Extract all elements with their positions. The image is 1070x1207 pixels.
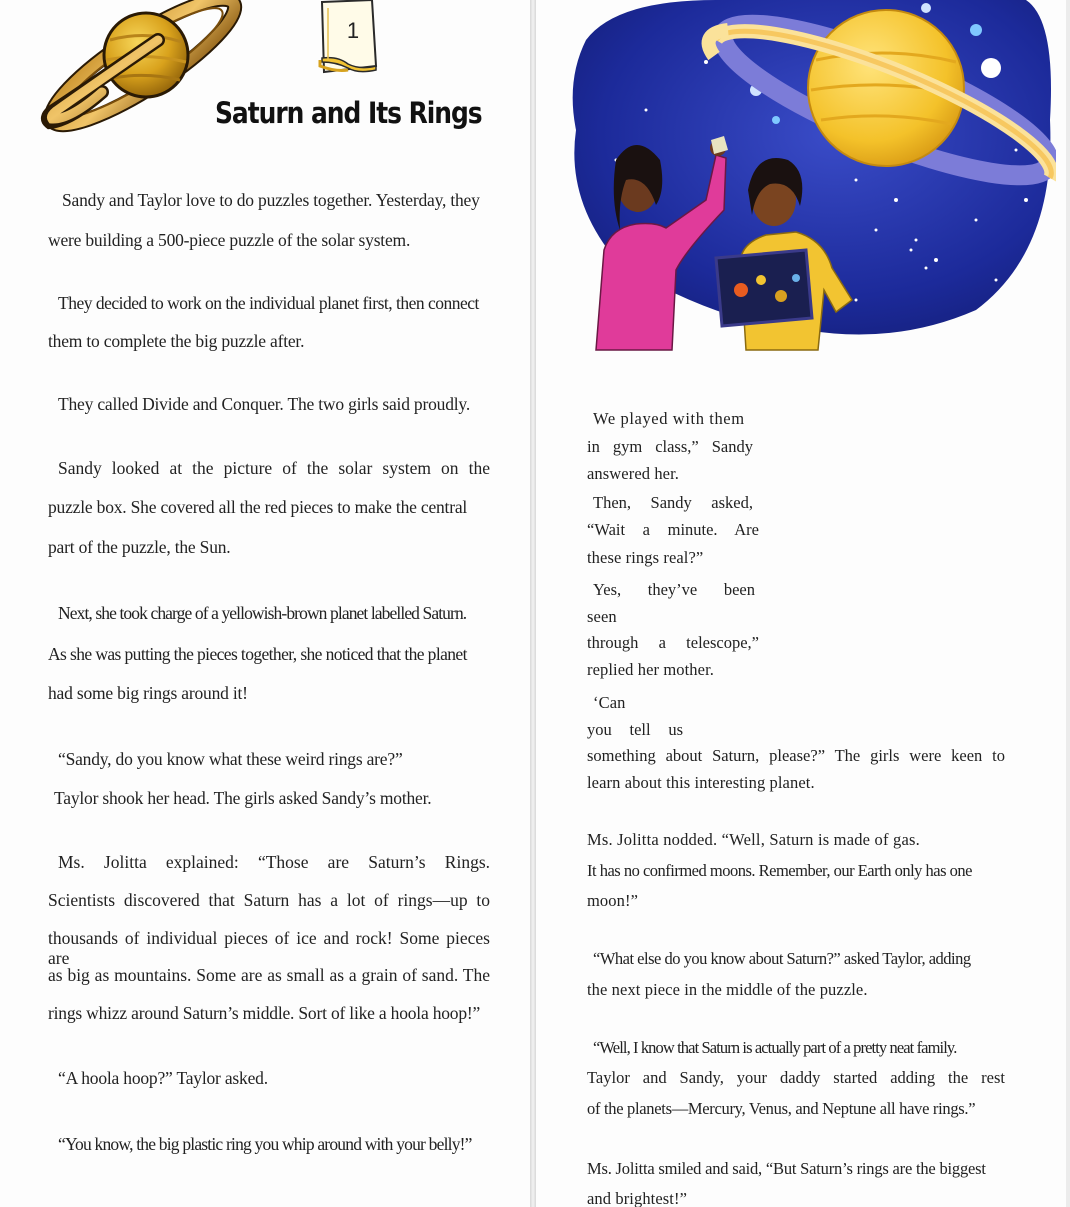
chapter-title: Saturn and Its Rings — [215, 96, 482, 130]
paragraph-line: “What else do you know about Saturn?” asked Taylor, adding — [593, 949, 971, 968]
paragraph-line: It has no confirmed moons. Remember, our Earth only has one — [587, 861, 972, 880]
paragraph-line: puzzle box. She covered all the red pieces to make the central — [48, 497, 468, 517]
paragraph-line: them to complete the big puzzle after. — [48, 331, 305, 351]
paragraph-line: in gym class,” Sandy — [587, 437, 753, 456]
paragraph-line: Sandy looked at the picture of the solar system on the — [58, 458, 490, 478]
paragraph-line: Taylor shook her head. The girls asked Sandy’s mother. — [54, 788, 432, 808]
paragraph-line: Sandy and Taylor love to do puzzles together. Yesterday, they — [62, 190, 480, 210]
paragraph-line: Yes, they’ve been — [593, 580, 755, 599]
paragraph-line: Ms. Jolitta nodded. “Well, Saturn is made of gas. — [587, 830, 920, 849]
paragraph-line: were building a 500-piece puzzle of the solar system. — [48, 230, 411, 250]
paragraph-line: Ms. Jolitta explained: “Those are Saturn’s Rings. — [58, 852, 490, 872]
page-edge — [1066, 0, 1070, 1207]
chapter-number: 1 — [346, 18, 360, 43]
paragraph-line: rings whizz around Saturn’s middle. Sort of like a hoola hoop!” — [48, 1003, 481, 1023]
paragraph-line: through a telescope,” — [587, 633, 759, 652]
paragraph-line: of the planets—Mercury, Venus, and Neptune all have rings.” — [587, 1099, 976, 1118]
paragraph-line: moon!” — [587, 891, 639, 910]
paragraph-line: as big as mountains. Some are as small as a grain of sand. The — [48, 965, 490, 985]
paragraph-line: Taylor and Sandy, your daddy started adding the rest — [587, 1068, 1005, 1087]
paragraph-line: “You know, the big plastic ring you whip around with your belly!” — [58, 1134, 472, 1154]
illustration-girls-with-saturn — [556, 0, 1056, 360]
paragraph-line: seen — [587, 607, 617, 626]
paragraph-line: Next, she took charge of a yellowish-brown planet labelled Saturn. — [58, 603, 467, 623]
paragraph-line: learn about this interesting planet. — [587, 773, 815, 792]
paragraph-line: the next piece in the middle of the puzzle. — [587, 980, 868, 999]
paragraph-line: had some big rings around it! — [48, 683, 248, 703]
paragraph-line: these rings real?” — [587, 548, 704, 567]
paragraph-line: We played with them — [593, 409, 745, 428]
paragraph-line: “Well, I know that Saturn is actually part of a pretty neat family. — [593, 1038, 957, 1057]
paragraph-line: They decided to work on the individual planet first, then connect — [58, 293, 479, 313]
paragraph-line: Scientists discovered that Saturn has a lot of rings—up to — [48, 890, 490, 910]
paragraph-line: you tell us — [587, 720, 683, 739]
paragraph-line: “Sandy, do you know what these weird rings are?” — [58, 749, 403, 769]
right-page — [536, 0, 1066, 1207]
paragraph-line: “A hoola hoop?” Taylor asked. — [58, 1068, 268, 1088]
paragraph-line: part of the puzzle, the Sun. — [48, 537, 231, 557]
paragraph-line: something about Saturn, please?” The girls were keen to — [587, 746, 1005, 765]
paragraph-line: ‘Can — [593, 693, 626, 712]
paragraph-line: Then, Sandy asked, — [593, 493, 753, 512]
paragraph-line: Ms. Jolitta smiled and said, “But Saturn’s rings are the biggest — [587, 1159, 986, 1178]
left-page — [0, 0, 530, 1207]
paragraph-line: “Wait a minute. Are — [587, 520, 759, 539]
paragraph-line: They called Divide and Conquer. The two girls said proudly. — [58, 394, 471, 414]
paragraph-line: and brightest!” — [587, 1189, 688, 1207]
paragraph-line: replied her mother. — [587, 660, 714, 679]
paragraph-line: thousands of individual pieces of ice and rock! Some pieces are — [48, 928, 490, 968]
paragraph-line: As she was putting the pieces together, she noticed that the planet — [48, 644, 467, 664]
paragraph-line: answered her. — [587, 464, 680, 483]
